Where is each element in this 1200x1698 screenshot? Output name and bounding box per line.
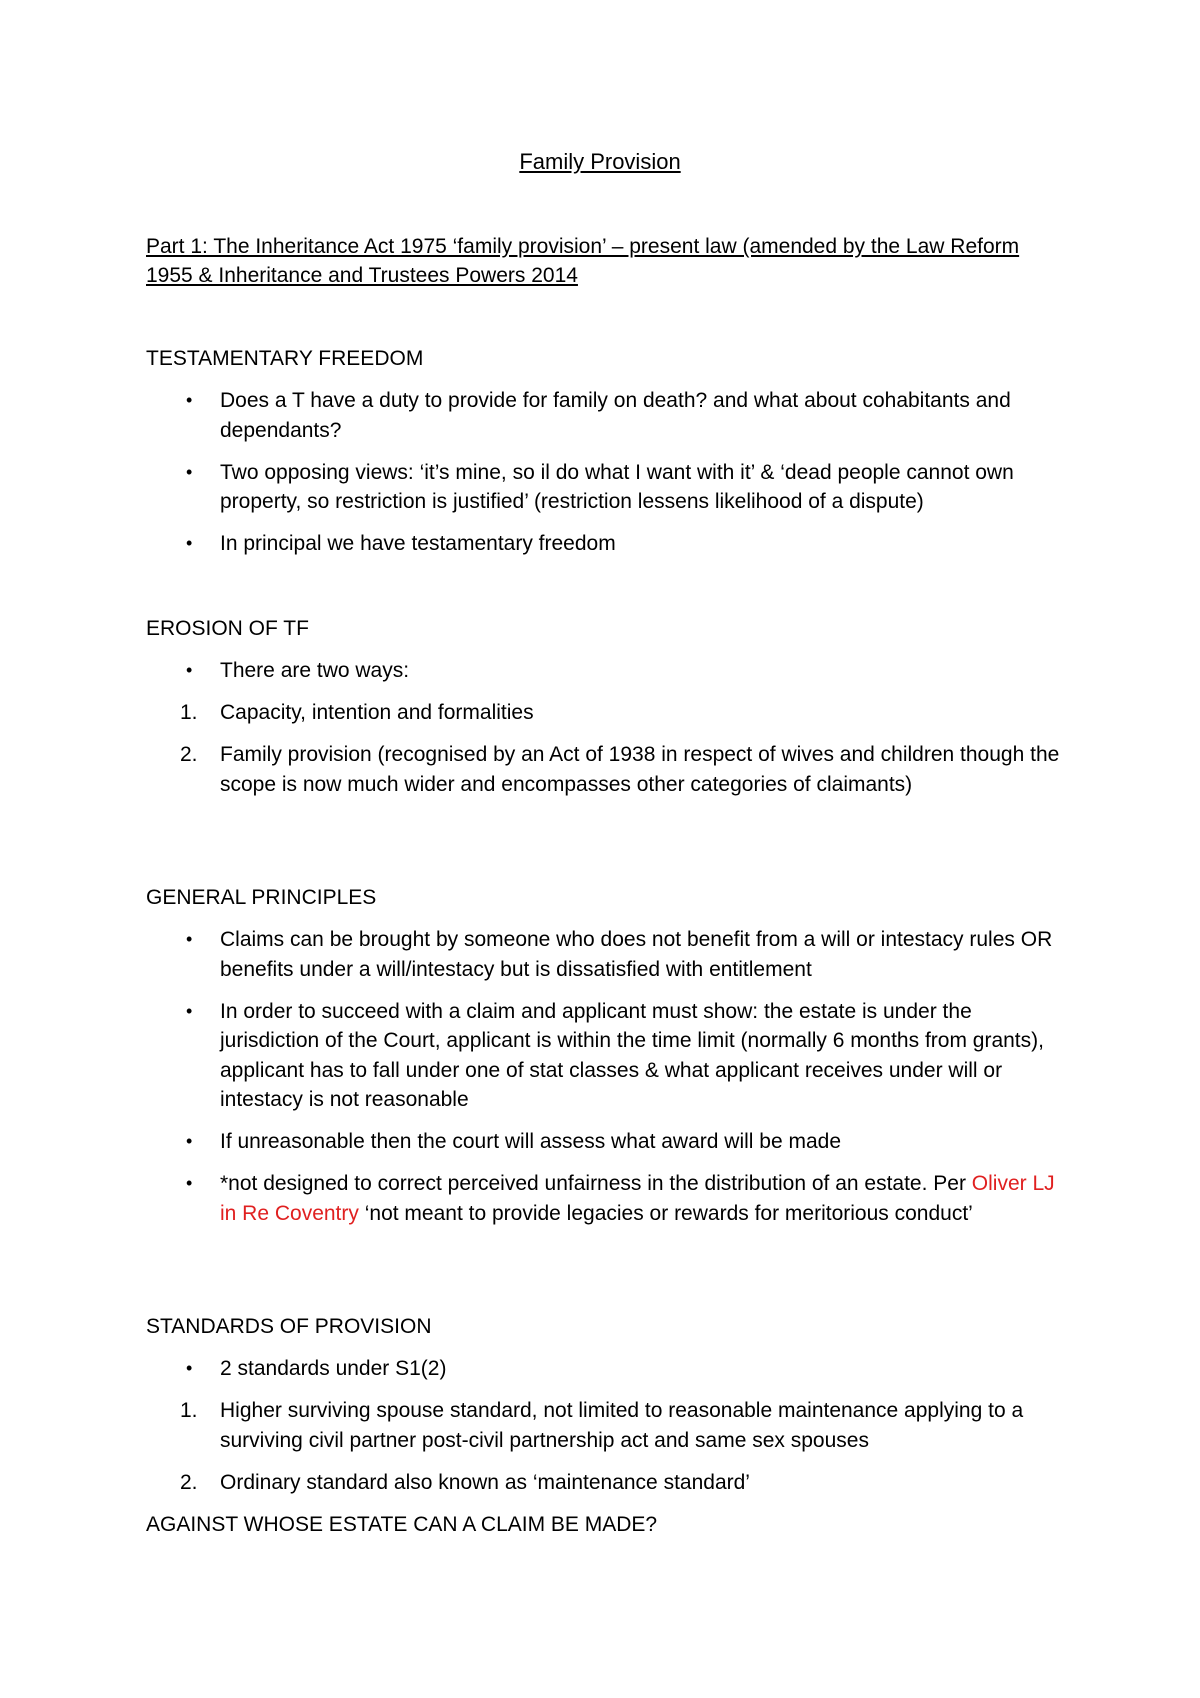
list-item — [146, 1354, 1076, 1384]
bullet-marker: • — [186, 660, 193, 680]
list-item-text: Claims can be brought by someone who does not benefit from a will or intestacy rules OR benefits under a will/intestacy but is dissatisfied with entitlement — [220, 928, 1053, 981]
list-item-text: In principal we have testamentary freedom — [220, 532, 616, 555]
list-item — [146, 997, 1076, 1115]
part-heading: Part 1: The Inheritance Act 1975 ‘family provision’ – present law (amended by the Law Reform 1955 & Inheritance and Trustees Powers 2014 — [146, 235, 1020, 287]
list-item — [146, 1169, 1076, 1228]
list-item-text: 2 standards under S1(2) — [220, 1357, 447, 1380]
list-item-text: In order to succeed with a claim and applicant must show: the estate is under the jurisdiction of the Court, applicant is within the time limit (normally 6 months from grants), applicant has to fall under one of stat classes & what applicant receives under will or intestacy is not reasonable — [220, 999, 1044, 1111]
bullet-marker: • — [186, 1358, 193, 1378]
section-heading-against-whose-estate: AGAINST WHOSE ESTATE CAN A CLAIM BE MADE? — [146, 1513, 658, 1536]
list-item — [146, 1468, 1076, 1498]
bullet-marker: • — [186, 929, 193, 949]
general-principles-list — [146, 925, 1076, 1241]
list-item-text: Two opposing views: ‘it’s mine, so il do what I want with it’ & ‘dead people cannot own property, so restriction is justified’ (restriction lessens likelihood of a dispute) — [220, 460, 1014, 513]
bullet-marker: • — [186, 1131, 193, 1151]
list-item — [146, 529, 1076, 559]
list-item — [146, 386, 1076, 445]
number-marker: 2. — [180, 1470, 198, 1494]
list-item-text-after: ‘not meant to provide legacies or rewards for meritorious conduct’ — [358, 1201, 973, 1225]
list-item-text: Ordinary standard also known as ‘maintenance standard’ — [220, 1470, 750, 1494]
section-heading-general-principles: GENERAL PRINCIPLES — [146, 886, 377, 909]
list-item — [146, 656, 1076, 686]
list-item — [146, 740, 1076, 799]
list-item-text-before: *not designed to correct perceived unfairness in the distribution of an estate. Per — [220, 1172, 972, 1195]
list-item — [146, 1127, 1076, 1157]
list-item — [146, 1396, 1076, 1455]
section-heading-erosion-of-tf: EROSION OF TF — [146, 617, 309, 640]
list-item-text: Does a T have a duty to provide for family on death? and what about cohabitants and dependants? — [220, 389, 1011, 442]
bullet-marker: • — [186, 390, 193, 410]
erosion-of-tf-list — [146, 656, 1076, 812]
list-item-text: There are two ways: — [220, 659, 410, 682]
standards-of-provision-list — [146, 1354, 1076, 1510]
case-citation: Oliver LJ in Re Coventry — [220, 1172, 1055, 1225]
document-title: Family Provision — [519, 149, 681, 174]
bullet-marker: • — [186, 1173, 193, 1193]
number-marker: 1. — [180, 701, 198, 724]
bullet-marker: • — [186, 1000, 193, 1021]
list-item — [146, 698, 1076, 728]
list-item-text: Higher surviving spouse standard, not limited to reasonable maintenance applying to a surviving civil partner post-civil partnership act and same sex spouses — [220, 1399, 1024, 1452]
number-marker: 2. — [180, 743, 198, 766]
list-item-text: Capacity, intention and formalities — [220, 701, 534, 724]
section-heading-standards-of-provision: STANDARDS OF PROVISION — [146, 1315, 432, 1338]
testamentary-freedom-list — [146, 386, 1076, 571]
list-item — [146, 925, 1076, 984]
section-heading-testamentary-freedom: TESTAMENTARY FREEDOM — [146, 347, 424, 370]
number-marker: 1. — [180, 1399, 198, 1422]
bullet-marker: • — [186, 461, 193, 482]
list-item-text: Family provision (recognised by an Act of 1938 in respect of wives and children though the scope is now much wider and encompasses other categories of claimants) — [220, 743, 1060, 796]
list-item — [146, 458, 1076, 517]
list-item-text: If unreasonable then the court will assess what award will be made — [220, 1130, 841, 1153]
bullet-marker: • — [186, 533, 193, 553]
